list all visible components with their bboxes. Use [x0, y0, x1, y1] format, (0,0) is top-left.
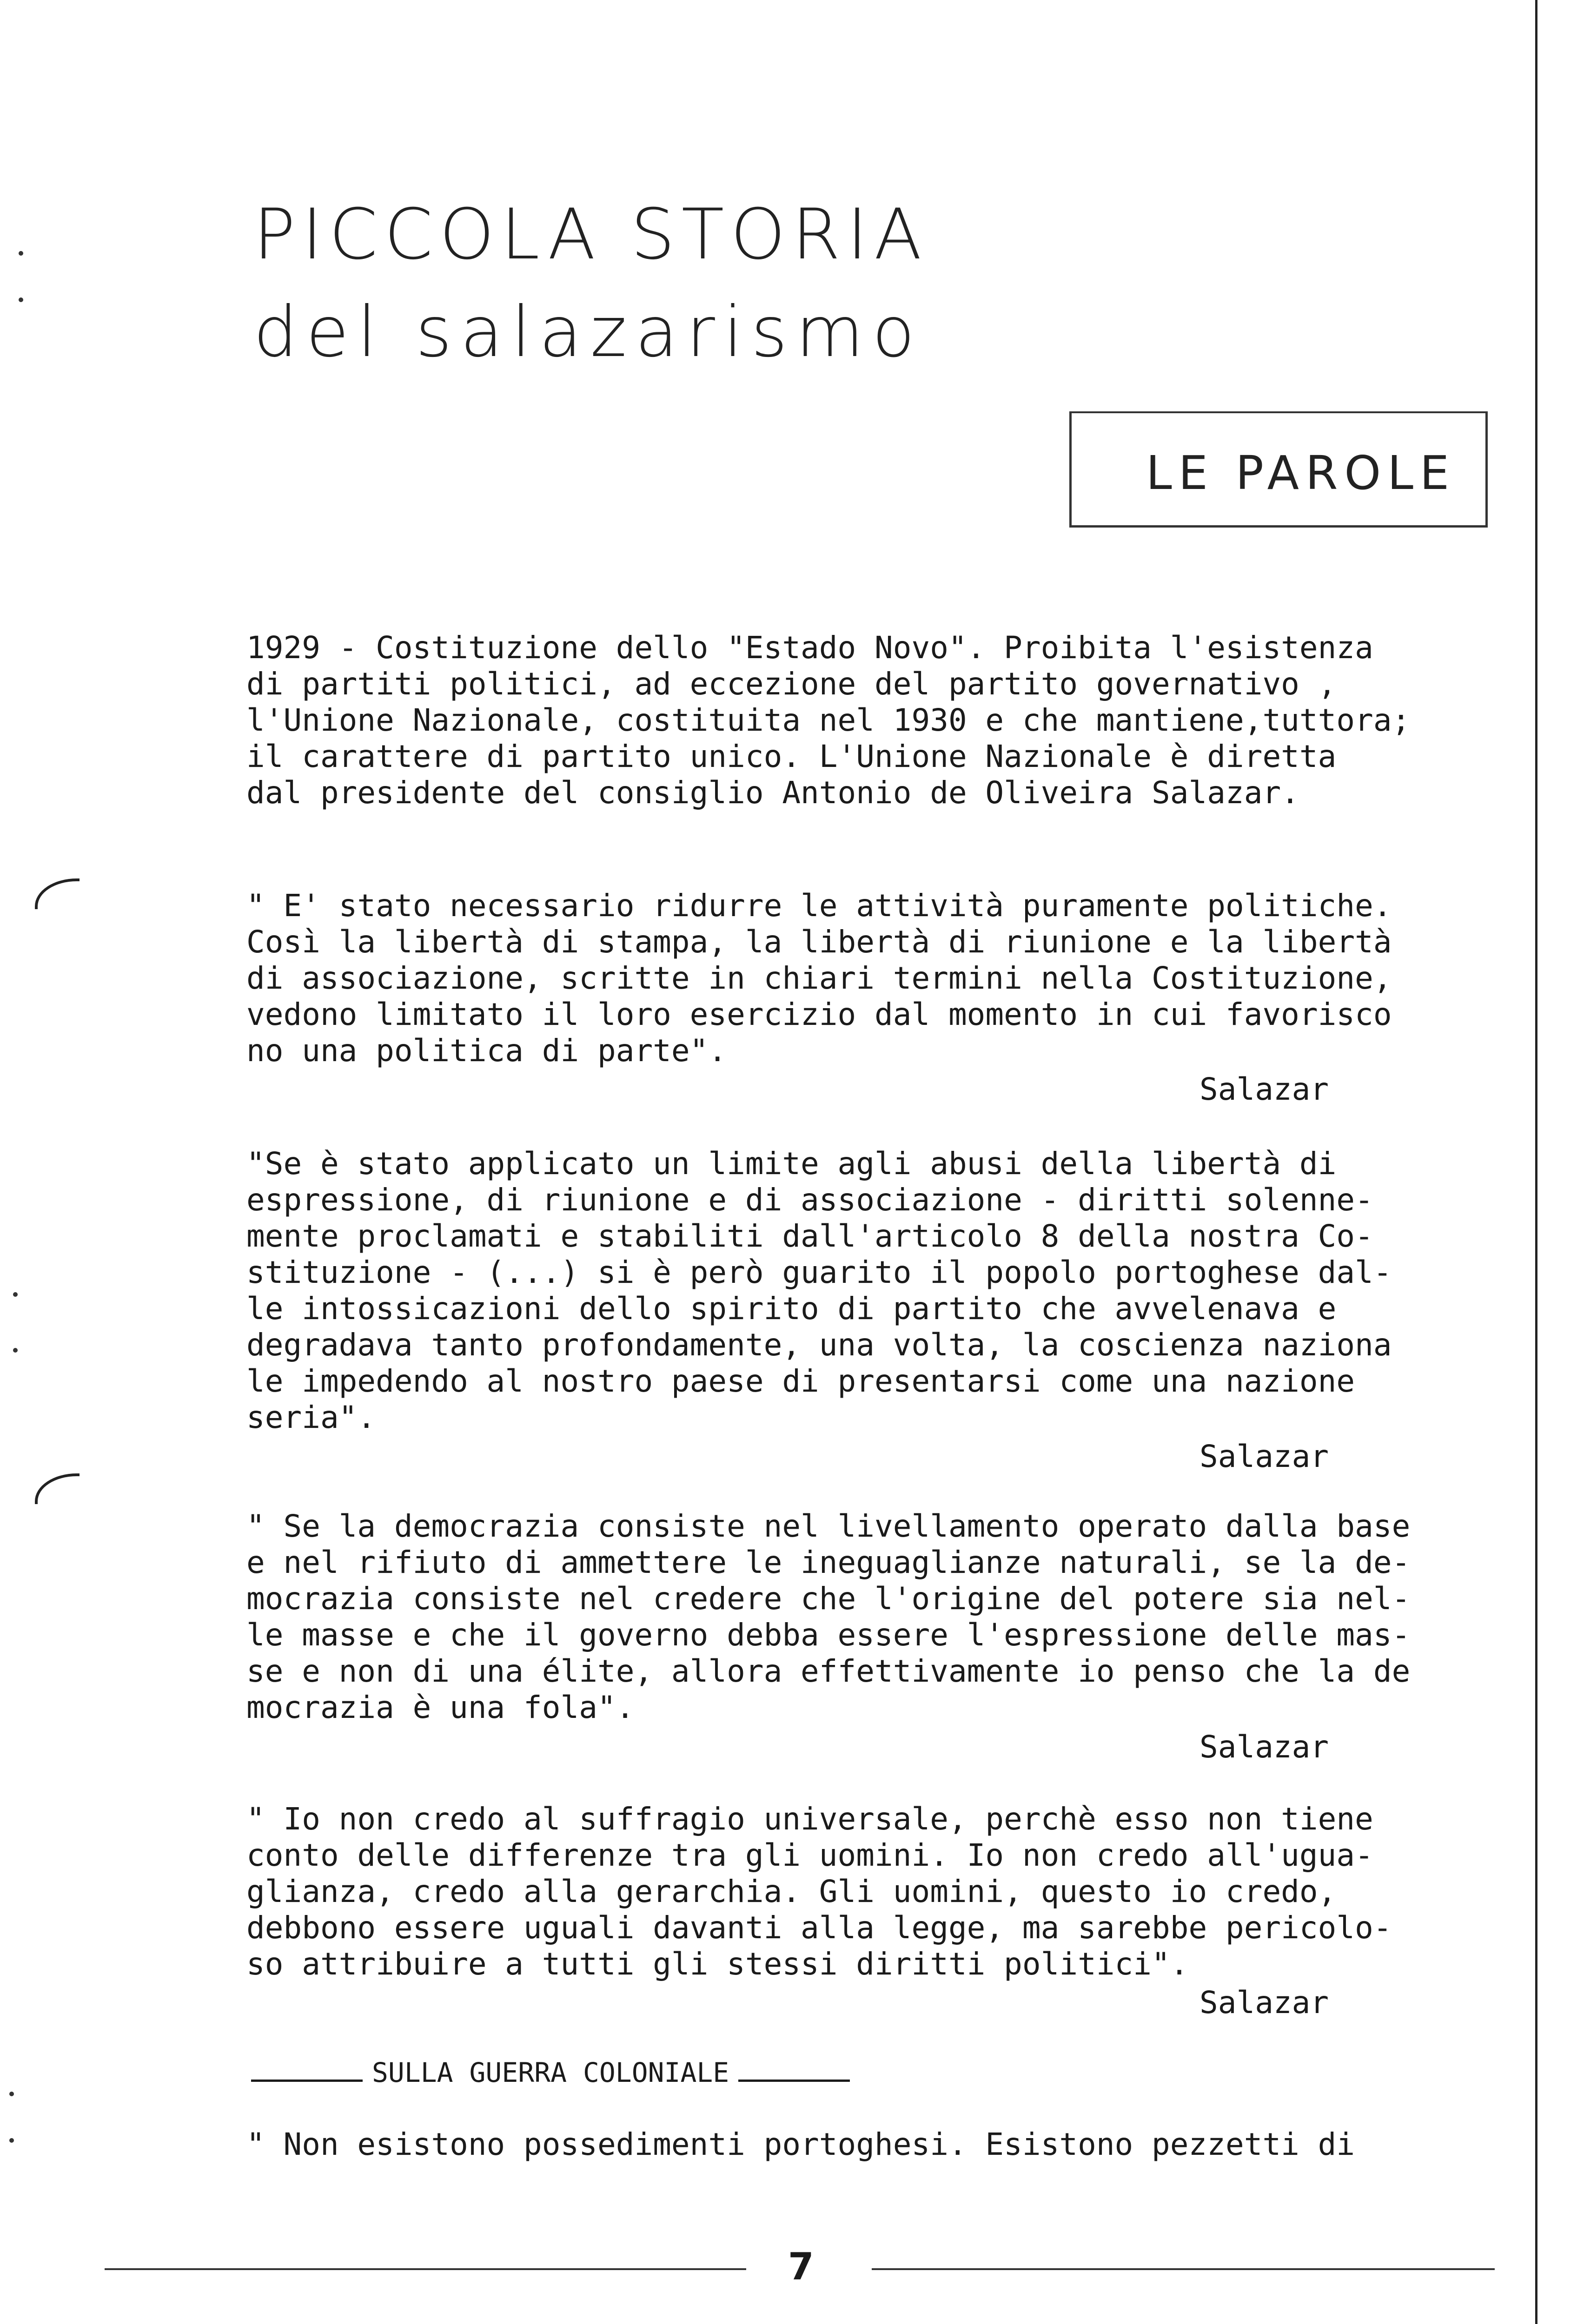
section-label: LE PAROLE: [1146, 446, 1456, 500]
section-subheading: [242, 2054, 859, 2091]
quote-attribution: Salazar: [1199, 1985, 1329, 2020]
section-label-box: [1069, 411, 1488, 528]
margin-dot: [13, 1348, 18, 1353]
right-margin-line: [1535, 0, 1537, 2324]
paragraph-intro: 1929 - Costituzione dello "Estado Novo". Proibita l'esistenza di partiti politici, ad eccezione del partito governativo , l'Unione Nazionale, costituita nel 1930 e che mantiene,tuttora; il carattere di partito unico. L'Unione Nazionale è diretta dal presidente del consiglio Antonio de Oliveira Salazar.: [246, 630, 1411, 811]
page-footer: [105, 2245, 1495, 2287]
margin-dot: [9, 2138, 14, 2143]
margin-dot: [19, 251, 23, 256]
punch-hole-mark-bottom: [35, 1473, 80, 1504]
punch-hole-mark-top: [35, 878, 80, 909]
margin-dot: [13, 1292, 18, 1297]
title-line-2: del salazarismo: [253, 292, 923, 373]
quote-attribution: Salazar: [1199, 1071, 1329, 1107]
quote-paragraph: "Se è stato applicato un limite agli abusi della libertà di espressione, di riunione e di associazione - diritti solenne- mente proclamati e stabiliti dall'articolo 8 della nostra Co- stituzione - (...) si è però guarito il popolo portoghese dal- le intossicazioni dello spirito di partito che avvelenava e degradava tanto profondamente, una volta, la coscienza naziona le impedendo al nostro paese di presentarsi come una nazione seria".: [246, 1146, 1392, 1435]
paragraph-colonial: " Non esistono possedimenti portoghesi. Esistono pezzetti di: [246, 2126, 1355, 2162]
page-title: [253, 186, 928, 381]
title-line-1: PICCOLA STORIA: [253, 194, 928, 275]
margin-dot: [19, 297, 23, 302]
quote-paragraph: " Se la democrazia consiste nel livellamento operato dalla base e nel rifiuto di ammettere le ineguaglianze naturali, se la de- mocrazia consiste nel credere che l'origine del potere sia nel- le masse e che il governo debba essere l'espressione delle mas- se e non di una élite, allora effettivamente io penso che la de mocrazia è una fola".: [246, 1508, 1411, 1725]
subheading-rule-right: [738, 2080, 850, 2082]
page-number: 7: [788, 2245, 814, 2288]
quote-attribution: Salazar: [1199, 1729, 1329, 1765]
quote-paragraph: " E' stato necessario ridurre le attività puramente politiche. Così la libertà di stampa, la libertà di riunione e la libertà di associazione, scritte in chiari termini nella Costituzione, vedono limitato il loro esercizio dal momento in cui favorisco no una politica di parte".: [246, 888, 1392, 1069]
subheading-rule-left: [251, 2080, 363, 2082]
footer-rule-left: [105, 2268, 746, 2270]
footer-rule-right: [872, 2268, 1495, 2270]
subheading-text: SULLA GUERRA COLONIALE: [372, 2057, 729, 2088]
quote-paragraph: " Io non credo al suffragio universale, perchè esso non tiene conto delle differenze tra gli uomini. Io non credo all'ugua- glianza, credo alla gerarchia. Gli uomini, questo io credo, debbono essere uguali davanti alla legge, ma sarebbe pericolo- so attribuire a tutti gli stessi diritti politici".: [246, 1801, 1392, 1982]
margin-dot: [9, 2092, 14, 2096]
quote-attribution: Salazar: [1199, 1439, 1329, 1474]
